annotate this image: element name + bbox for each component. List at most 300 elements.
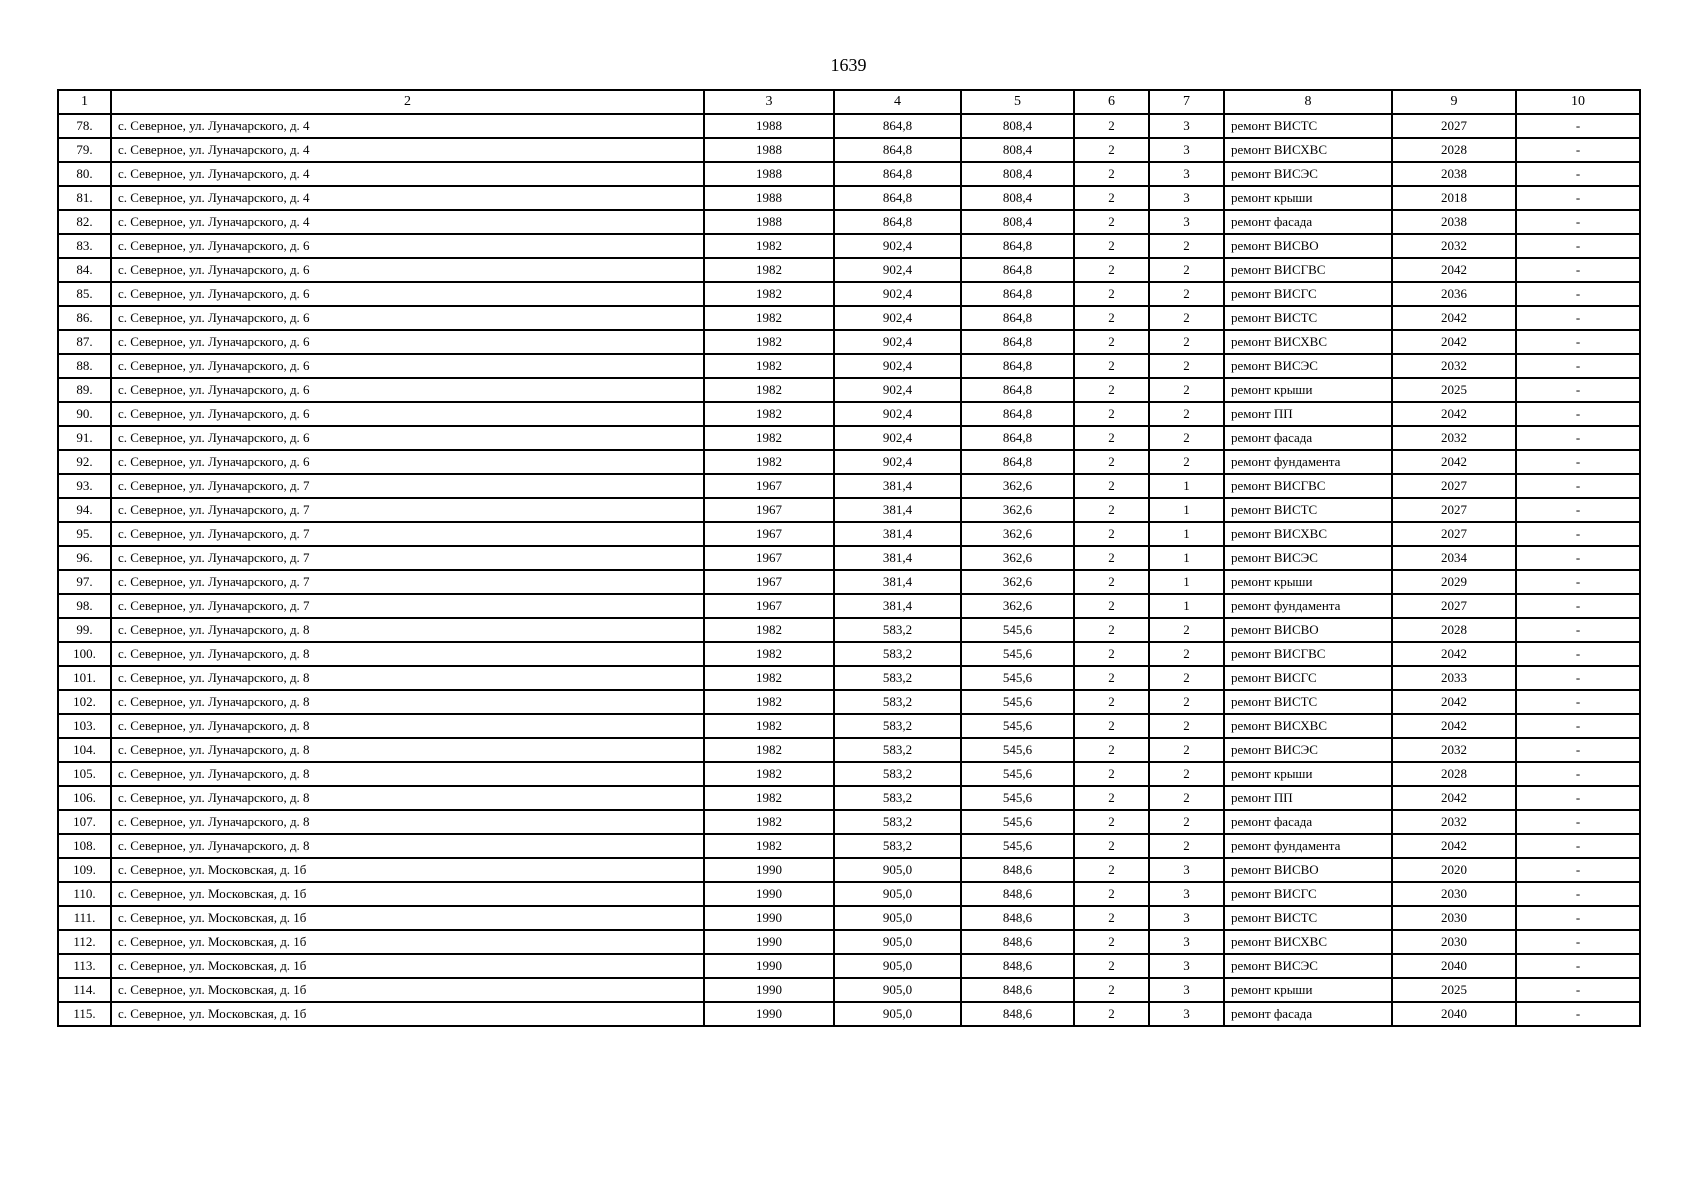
row-number: 95.: [58, 522, 111, 546]
table-row: [58, 594, 1640, 618]
note-cell: -: [1516, 738, 1640, 762]
row-number: 84.: [58, 258, 111, 282]
living-area-cell: 362,6: [961, 474, 1074, 498]
living-area-cell: 864,8: [961, 378, 1074, 402]
planned-year-cell: 2027: [1392, 594, 1516, 618]
row-number: 85.: [58, 282, 111, 306]
col-year-built-header: 3: [704, 90, 834, 114]
table-row: [58, 930, 1640, 954]
address-cell: с. Северное, ул. Луначарского, д. 6: [111, 330, 704, 354]
note-cell: -: [1516, 114, 1640, 138]
planned-year-cell: 2027: [1392, 522, 1516, 546]
living-area-cell: 545,6: [961, 714, 1074, 738]
entrances-cell: 2: [1149, 258, 1224, 282]
entrances-cell: 2: [1149, 834, 1224, 858]
floors-cell: 2: [1074, 186, 1149, 210]
entrances-cell: 3: [1149, 954, 1224, 978]
floors-cell: 2: [1074, 546, 1149, 570]
planned-year-cell: 2040: [1392, 1002, 1516, 1026]
row-number: 113.: [58, 954, 111, 978]
living-area-cell: 545,6: [961, 666, 1074, 690]
total-area-cell: 864,8: [834, 114, 961, 138]
row-number: 102.: [58, 690, 111, 714]
note-cell: -: [1516, 186, 1640, 210]
note-cell: -: [1516, 714, 1640, 738]
work-type-cell: ремонт фундамента: [1224, 594, 1392, 618]
col-entrances-header: 7: [1149, 90, 1224, 114]
year-built-cell: 1982: [704, 786, 834, 810]
living-area-cell: 848,6: [961, 978, 1074, 1002]
address-cell: с. Северное, ул. Луначарского, д. 6: [111, 450, 704, 474]
living-area-cell: 864,8: [961, 306, 1074, 330]
address-cell: с. Северное, ул. Луначарского, д. 6: [111, 306, 704, 330]
note-cell: -: [1516, 834, 1640, 858]
total-area-cell: 381,4: [834, 522, 961, 546]
row-number: 94.: [58, 498, 111, 522]
note-cell: -: [1516, 354, 1640, 378]
table-row: [58, 282, 1640, 306]
total-area-cell: 583,2: [834, 690, 961, 714]
row-number: 86.: [58, 306, 111, 330]
entrances-cell: 1: [1149, 546, 1224, 570]
year-built-cell: 1982: [704, 234, 834, 258]
floors-cell: 2: [1074, 282, 1149, 306]
address-cell: с. Северное, ул. Луначарского, д. 6: [111, 354, 704, 378]
work-type-cell: ремонт фасада: [1224, 210, 1392, 234]
work-type-cell: ремонт фасада: [1224, 810, 1392, 834]
row-number: 107.: [58, 810, 111, 834]
total-area-cell: 381,4: [834, 546, 961, 570]
col-planned-year-header: 9: [1392, 90, 1516, 114]
living-area-cell: 864,8: [961, 258, 1074, 282]
table-row: [58, 714, 1640, 738]
row-number: 88.: [58, 354, 111, 378]
living-area-cell: 864,8: [961, 330, 1074, 354]
row-number: 78.: [58, 114, 111, 138]
address-cell: с. Северное, ул. Луначарского, д. 6: [111, 282, 704, 306]
address-cell: с. Северное, ул. Луначарского, д. 7: [111, 570, 704, 594]
address-cell: с. Северное, ул. Луначарского, д. 6: [111, 378, 704, 402]
address-cell: с. Северное, ул. Московская, д. 1б: [111, 882, 704, 906]
table-row: [58, 570, 1640, 594]
living-area-cell: 848,6: [961, 858, 1074, 882]
year-built-cell: 1967: [704, 594, 834, 618]
address-cell: с. Северное, ул. Московская, д. 1б: [111, 930, 704, 954]
floors-cell: 2: [1074, 450, 1149, 474]
address-cell: с. Северное, ул. Луначарского, д. 8: [111, 810, 704, 834]
planned-year-cell: 2042: [1392, 258, 1516, 282]
year-built-cell: 1982: [704, 642, 834, 666]
planned-year-cell: 2036: [1392, 282, 1516, 306]
row-number: 89.: [58, 378, 111, 402]
note-cell: -: [1516, 402, 1640, 426]
table-row: [58, 258, 1640, 282]
work-type-cell: ремонт ВИСТС: [1224, 498, 1392, 522]
total-area-cell: 864,8: [834, 162, 961, 186]
planned-year-cell: 2034: [1392, 546, 1516, 570]
address-cell: с. Северное, ул. Луначарского, д. 8: [111, 834, 704, 858]
floors-cell: 2: [1074, 162, 1149, 186]
address-cell: с. Северное, ул. Луначарского, д. 7: [111, 546, 704, 570]
table-row: [58, 786, 1640, 810]
work-type-cell: ремонт фасада: [1224, 1002, 1392, 1026]
address-cell: с. Северное, ул. Московская, д. 1б: [111, 906, 704, 930]
table-row: [58, 546, 1640, 570]
total-area-cell: 902,4: [834, 330, 961, 354]
total-area-cell: 381,4: [834, 474, 961, 498]
total-area-cell: 583,2: [834, 786, 961, 810]
floors-cell: 2: [1074, 786, 1149, 810]
year-built-cell: 1982: [704, 450, 834, 474]
address-cell: с. Северное, ул. Луначарского, д. 6: [111, 426, 704, 450]
year-built-cell: 1982: [704, 258, 834, 282]
living-area-cell: 362,6: [961, 594, 1074, 618]
year-built-cell: 1990: [704, 954, 834, 978]
planned-year-cell: 2032: [1392, 810, 1516, 834]
total-area-cell: 583,2: [834, 810, 961, 834]
entrances-cell: 1: [1149, 570, 1224, 594]
note-cell: -: [1516, 282, 1640, 306]
note-cell: -: [1516, 642, 1640, 666]
note-cell: -: [1516, 522, 1640, 546]
total-area-cell: 902,4: [834, 306, 961, 330]
work-type-cell: ремонт фундамента: [1224, 450, 1392, 474]
total-area-cell: 905,0: [834, 882, 961, 906]
address-cell: с. Северное, ул. Луначарского, д. 8: [111, 738, 704, 762]
work-type-cell: ремонт ВИСЭС: [1224, 954, 1392, 978]
total-area-cell: 583,2: [834, 834, 961, 858]
header-row: [58, 90, 1640, 114]
entrances-cell: 1: [1149, 522, 1224, 546]
planned-year-cell: 2032: [1392, 426, 1516, 450]
work-type-cell: ремонт ВИСВО: [1224, 858, 1392, 882]
year-built-cell: 1967: [704, 474, 834, 498]
entrances-cell: 2: [1149, 690, 1224, 714]
year-built-cell: 1982: [704, 810, 834, 834]
entrances-cell: 2: [1149, 738, 1224, 762]
work-type-cell: ремонт ПП: [1224, 786, 1392, 810]
year-built-cell: 1990: [704, 858, 834, 882]
row-number: 110.: [58, 882, 111, 906]
living-area-cell: 848,6: [961, 906, 1074, 930]
table-row: [58, 426, 1640, 450]
row-number: 105.: [58, 762, 111, 786]
planned-year-cell: 2020: [1392, 858, 1516, 882]
entrances-cell: 2: [1149, 810, 1224, 834]
entrances-cell: 2: [1149, 234, 1224, 258]
work-type-cell: ремонт ВИСГВС: [1224, 258, 1392, 282]
address-cell: с. Северное, ул. Луначарского, д. 6: [111, 402, 704, 426]
note-cell: -: [1516, 594, 1640, 618]
entrances-cell: 1: [1149, 594, 1224, 618]
address-cell: с. Северное, ул. Луначарского, д. 4: [111, 138, 704, 162]
note-cell: -: [1516, 810, 1640, 834]
total-area-cell: 902,4: [834, 378, 961, 402]
table-row: [58, 234, 1640, 258]
table-row: [58, 858, 1640, 882]
living-area-cell: 808,4: [961, 186, 1074, 210]
total-area-cell: 864,8: [834, 138, 961, 162]
work-type-cell: ремонт ВИСТС: [1224, 690, 1392, 714]
work-type-cell: ремонт фундамента: [1224, 834, 1392, 858]
note-cell: -: [1516, 330, 1640, 354]
address-cell: с. Северное, ул. Луначарского, д. 4: [111, 162, 704, 186]
total-area-cell: 902,4: [834, 258, 961, 282]
row-number: 114.: [58, 978, 111, 1002]
living-area-cell: 864,8: [961, 354, 1074, 378]
year-built-cell: 1988: [704, 114, 834, 138]
floors-cell: 2: [1074, 1002, 1149, 1026]
total-area-cell: 381,4: [834, 498, 961, 522]
row-number: 109.: [58, 858, 111, 882]
year-built-cell: 1982: [704, 834, 834, 858]
planned-year-cell: 2042: [1392, 402, 1516, 426]
planned-year-cell: 2042: [1392, 786, 1516, 810]
address-cell: с. Северное, ул. Луначарского, д. 8: [111, 714, 704, 738]
floors-cell: 2: [1074, 498, 1149, 522]
year-built-cell: 1982: [704, 618, 834, 642]
year-built-cell: 1988: [704, 138, 834, 162]
address-cell: с. Северное, ул. Луначарского, д. 6: [111, 234, 704, 258]
address-cell: с. Северное, ул. Московская, д. 1б: [111, 978, 704, 1002]
work-type-cell: ремонт ВИСЭС: [1224, 162, 1392, 186]
table-row: [58, 642, 1640, 666]
total-area-cell: 902,4: [834, 402, 961, 426]
table-row: [58, 1002, 1640, 1026]
work-type-cell: ремонт ВИСЭС: [1224, 546, 1392, 570]
table-body: [58, 114, 1640, 1026]
note-cell: -: [1516, 546, 1640, 570]
work-type-cell: ремонт ВИСЭС: [1224, 738, 1392, 762]
entrances-cell: 3: [1149, 138, 1224, 162]
entrances-cell: 2: [1149, 354, 1224, 378]
floors-cell: 2: [1074, 138, 1149, 162]
entrances-cell: 2: [1149, 642, 1224, 666]
year-built-cell: 1982: [704, 402, 834, 426]
year-built-cell: 1982: [704, 762, 834, 786]
planned-year-cell: 2042: [1392, 450, 1516, 474]
table-row: [58, 114, 1640, 138]
floors-cell: 2: [1074, 666, 1149, 690]
total-area-cell: 905,0: [834, 1002, 961, 1026]
work-type-cell: ремонт крыши: [1224, 570, 1392, 594]
work-type-cell: ремонт ВИСВО: [1224, 618, 1392, 642]
planned-year-cell: 2028: [1392, 138, 1516, 162]
row-number: 91.: [58, 426, 111, 450]
floors-cell: 2: [1074, 906, 1149, 930]
col-number-header: 1: [58, 90, 111, 114]
row-number: 112.: [58, 930, 111, 954]
work-type-cell: ремонт ВИСТС: [1224, 906, 1392, 930]
work-type-cell: ремонт ВИСХВС: [1224, 522, 1392, 546]
planned-year-cell: 2032: [1392, 234, 1516, 258]
work-type-cell: ремонт ВИСГВС: [1224, 474, 1392, 498]
table-row: [58, 186, 1640, 210]
entrances-cell: 2: [1149, 330, 1224, 354]
floors-cell: 2: [1074, 306, 1149, 330]
year-built-cell: 1990: [704, 930, 834, 954]
note-cell: -: [1516, 450, 1640, 474]
year-built-cell: 1982: [704, 714, 834, 738]
row-number: 96.: [58, 546, 111, 570]
planned-year-cell: 2025: [1392, 978, 1516, 1002]
planned-year-cell: 2042: [1392, 642, 1516, 666]
total-area-cell: 583,2: [834, 738, 961, 762]
entrances-cell: 2: [1149, 618, 1224, 642]
floors-cell: 2: [1074, 378, 1149, 402]
address-cell: с. Северное, ул. Луначарского, д. 7: [111, 522, 704, 546]
planned-year-cell: 2025: [1392, 378, 1516, 402]
year-built-cell: 1982: [704, 330, 834, 354]
entrances-cell: 2: [1149, 426, 1224, 450]
planned-year-cell: 2042: [1392, 690, 1516, 714]
table-row: [58, 210, 1640, 234]
address-cell: с. Северное, ул. Луначарского, д. 7: [111, 474, 704, 498]
living-area-cell: 864,8: [961, 426, 1074, 450]
note-cell: -: [1516, 690, 1640, 714]
entrances-cell: 2: [1149, 306, 1224, 330]
planned-year-cell: 2030: [1392, 906, 1516, 930]
work-type-cell: ремонт ВИСТС: [1224, 306, 1392, 330]
floors-cell: 2: [1074, 474, 1149, 498]
total-area-cell: 905,0: [834, 906, 961, 930]
planned-year-cell: 2040: [1392, 954, 1516, 978]
total-area-cell: 583,2: [834, 666, 961, 690]
address-cell: с. Северное, ул. Луначарского, д. 8: [111, 762, 704, 786]
table-row: [58, 402, 1640, 426]
col-note-header: 10: [1516, 90, 1640, 114]
planned-year-cell: 2030: [1392, 882, 1516, 906]
row-number: 100.: [58, 642, 111, 666]
planned-year-cell: 2032: [1392, 738, 1516, 762]
address-cell: с. Северное, ул. Луначарского, д. 7: [111, 594, 704, 618]
year-built-cell: 1967: [704, 570, 834, 594]
total-area-cell: 902,4: [834, 426, 961, 450]
year-built-cell: 1990: [704, 882, 834, 906]
floors-cell: 2: [1074, 642, 1149, 666]
entrances-cell: 2: [1149, 714, 1224, 738]
table-row: [58, 330, 1640, 354]
note-cell: -: [1516, 498, 1640, 522]
entrances-cell: 3: [1149, 882, 1224, 906]
floors-cell: 2: [1074, 522, 1149, 546]
entrances-cell: 3: [1149, 186, 1224, 210]
total-area-cell: 902,4: [834, 282, 961, 306]
floors-cell: 2: [1074, 354, 1149, 378]
work-type-cell: ремонт ВИСГС: [1224, 882, 1392, 906]
floors-cell: 2: [1074, 762, 1149, 786]
table-row: [58, 810, 1640, 834]
floors-cell: 2: [1074, 930, 1149, 954]
floors-cell: 2: [1074, 114, 1149, 138]
row-number: 99.: [58, 618, 111, 642]
year-built-cell: 1988: [704, 186, 834, 210]
floors-cell: 2: [1074, 810, 1149, 834]
table-row: [58, 522, 1640, 546]
total-area-cell: 902,4: [834, 354, 961, 378]
planned-year-cell: 2042: [1392, 714, 1516, 738]
year-built-cell: 1982: [704, 690, 834, 714]
year-built-cell: 1967: [704, 522, 834, 546]
living-area-cell: 362,6: [961, 546, 1074, 570]
year-built-cell: 1982: [704, 426, 834, 450]
floors-cell: 2: [1074, 594, 1149, 618]
work-type-cell: ремонт ВИСЭС: [1224, 354, 1392, 378]
living-area-cell: 848,6: [961, 930, 1074, 954]
address-cell: с. Северное, ул. Луначарского, д. 8: [111, 666, 704, 690]
col-address-header: 2: [111, 90, 704, 114]
living-area-cell: 362,6: [961, 498, 1074, 522]
floors-cell: 2: [1074, 714, 1149, 738]
address-cell: с. Северное, ул. Луначарского, д. 8: [111, 642, 704, 666]
address-cell: с. Северное, ул. Луначарского, д. 8: [111, 786, 704, 810]
total-area-cell: 864,8: [834, 210, 961, 234]
year-built-cell: 1982: [704, 666, 834, 690]
work-type-cell: ремонт ВИСХВС: [1224, 714, 1392, 738]
work-type-cell: ремонт ПП: [1224, 402, 1392, 426]
year-built-cell: 1988: [704, 162, 834, 186]
entrances-cell: 3: [1149, 906, 1224, 930]
planned-year-cell: 2038: [1392, 210, 1516, 234]
floors-cell: 2: [1074, 570, 1149, 594]
entrances-cell: 1: [1149, 474, 1224, 498]
address-cell: с. Северное, ул. Луначарского, д. 6: [111, 258, 704, 282]
col-work-type-header: 8: [1224, 90, 1392, 114]
living-area-cell: 808,4: [961, 138, 1074, 162]
work-type-cell: ремонт ВИСХВС: [1224, 330, 1392, 354]
address-cell: с. Северное, ул. Московская, д. 1б: [111, 858, 704, 882]
entrances-cell: 3: [1149, 858, 1224, 882]
note-cell: -: [1516, 906, 1640, 930]
table-row: [58, 618, 1640, 642]
total-area-cell: 902,4: [834, 234, 961, 258]
row-number: 106.: [58, 786, 111, 810]
table-row: [58, 738, 1640, 762]
table-row: [58, 498, 1640, 522]
address-cell: с. Северное, ул. Луначарского, д. 4: [111, 114, 704, 138]
floors-cell: 2: [1074, 234, 1149, 258]
year-built-cell: 1982: [704, 282, 834, 306]
living-area-cell: 545,6: [961, 642, 1074, 666]
note-cell: -: [1516, 1002, 1640, 1026]
living-area-cell: 848,6: [961, 1002, 1074, 1026]
living-area-cell: 864,8: [961, 402, 1074, 426]
table-header: [58, 90, 1640, 114]
planned-year-cell: 2018: [1392, 186, 1516, 210]
living-area-cell: 545,6: [961, 738, 1074, 762]
planned-year-cell: 2029: [1392, 570, 1516, 594]
page-number: 1639: [830, 55, 867, 75]
note-cell: -: [1516, 426, 1640, 450]
total-area-cell: 905,0: [834, 978, 961, 1002]
row-number: 81.: [58, 186, 111, 210]
work-type-cell: ремонт фасада: [1224, 426, 1392, 450]
year-built-cell: 1982: [704, 306, 834, 330]
floors-cell: 2: [1074, 858, 1149, 882]
entrances-cell: 3: [1149, 162, 1224, 186]
floors-cell: 2: [1074, 834, 1149, 858]
row-number: 92.: [58, 450, 111, 474]
year-built-cell: 1967: [704, 498, 834, 522]
note-cell: -: [1516, 474, 1640, 498]
year-built-cell: 1982: [704, 378, 834, 402]
year-built-cell: 1988: [704, 210, 834, 234]
work-type-cell: ремонт ВИСХВС: [1224, 138, 1392, 162]
total-area-cell: 381,4: [834, 570, 961, 594]
note-cell: -: [1516, 666, 1640, 690]
entrances-cell: 3: [1149, 210, 1224, 234]
year-built-cell: 1990: [704, 1002, 834, 1026]
